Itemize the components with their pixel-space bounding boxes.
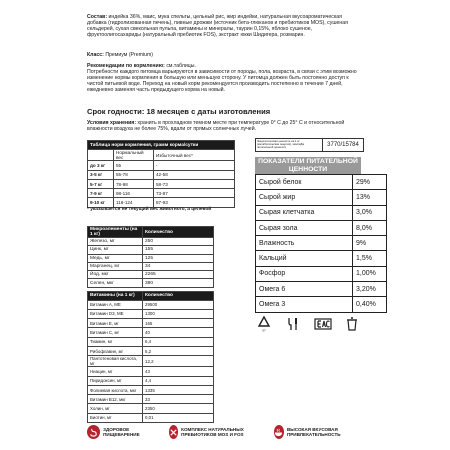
micro-qty: 380 <box>143 279 214 287</box>
feed-excess: 87-93 <box>154 198 235 207</box>
nutrient-name: Омега 6 <box>256 282 353 297</box>
table-row <box>88 198 235 207</box>
micro-col-qty: Количество <box>143 227 214 238</box>
table-row <box>88 170 235 179</box>
feed-table-corner <box>88 150 114 161</box>
table-row <box>88 279 214 287</box>
microelements-table <box>87 226 214 288</box>
nutrient-name: Кальций <box>256 251 353 266</box>
table-row <box>88 356 214 367</box>
feed-normal: 116-124 <box>114 198 154 207</box>
micro-qty: 2265 <box>143 271 214 279</box>
vit-qty: 29500 <box>143 300 214 309</box>
micro-name: Железо, мг <box>88 238 143 246</box>
micro-col-name: Микроэлементы (на 1 кг) <box>88 227 143 238</box>
table-row <box>88 328 214 337</box>
vit-name: Ниацин, мг <box>88 367 143 376</box>
badge-text: КОМПЛЕКС НАТУРАЛЬНЫХ ПРЕБИОТИКОВ MOS И FOS <box>181 426 244 437</box>
table-row <box>88 238 214 246</box>
class-label: Класс: <box>87 52 104 58</box>
badge-text: ЗДОРОВОЕ ПИЩЕВАРЕНИЕ <box>103 426 140 437</box>
svg-text:07: 07 <box>262 328 266 333</box>
feed-normal: 55-78 <box>114 170 154 179</box>
vit-name: Биотин, мг <box>88 413 143 422</box>
recycle-icon <box>255 315 273 333</box>
feed-table-title: Таблица норм кормления, грамм корма/сутки <box>88 141 235 150</box>
feeding-label: Рекомендации по кормлению: <box>87 63 165 69</box>
vit-name: Витамин А, МЕ <box>88 300 143 309</box>
badge-digestion <box>87 425 163 439</box>
energy-box <box>255 138 364 152</box>
micro-name: Цинк, мг <box>88 246 143 254</box>
feed-normal: 78-98 <box>114 179 154 188</box>
feed-excess: 58-73 <box>154 179 235 188</box>
nutrition-table <box>255 174 387 313</box>
storage-label: Условия хранения: <box>87 120 137 126</box>
table-row <box>256 266 387 281</box>
nutrient-value: 0,40% <box>353 297 387 312</box>
table-row <box>88 179 235 188</box>
feed-norms-table <box>87 140 235 208</box>
table-row <box>88 161 235 170</box>
badge-taste <box>274 425 362 439</box>
nutrient-value: 13% <box>353 190 387 205</box>
composition-block <box>87 14 359 38</box>
feed-col-normal: Нормальный вес <box>114 150 154 161</box>
eac-mark-icon <box>314 315 332 333</box>
nutrient-name: Сырая зола <box>256 220 353 235</box>
vit-qty: 12,2 <box>143 356 214 367</box>
feeding-text: Потребности каждого питомца варьируются в зависимости от породы, пола, возраста, в связи с этим возможно изменение нормы кормления в большую или меньшую сторону. У питомца должен быть постоянно доступ к чистой питьевой воде. Переход на новый корм рекомендуется производить постепенно в течение 7 дней, ежедневно заменяя часть предыдущего корма на новый. <box>87 69 357 93</box>
class-block <box>87 52 359 58</box>
vit-qty: 5,2 <box>143 346 214 355</box>
vit-name: Тиамин, мг <box>88 337 143 346</box>
nutrient-name: Сырая клетчатка <box>256 205 353 220</box>
table-row <box>256 175 387 190</box>
energy-value: 3770/15784 <box>327 142 359 148</box>
table-row <box>256 236 387 251</box>
table-row <box>88 309 214 318</box>
table-row <box>256 220 387 235</box>
table-row <box>88 367 214 376</box>
vit-name: Витамин С, мг <box>88 328 143 337</box>
feeding-block <box>87 63 359 93</box>
badge-text: ВЫСОКАЯ ВКУСОВАЯ ПРИВЛЕКАТЕЛЬНОСТЬ <box>286 426 341 437</box>
table-row <box>88 300 214 309</box>
micro-name: Медь, мг <box>88 254 143 262</box>
vit-name: Рибофлавин, мг <box>88 346 143 355</box>
vit-name: Фолиевая кислота, мкг <box>88 385 143 394</box>
feed-weight: до 3 кг <box>88 161 114 170</box>
nutrient-value: 29% <box>353 175 387 190</box>
micro-name: Йод, мкг <box>88 271 143 279</box>
vit-name: Холин, мг <box>88 404 143 413</box>
vit-qty: 33 <box>143 395 214 404</box>
nutrient-name: Омега 3 <box>256 297 353 312</box>
vit-qty: 6,4 <box>143 337 214 346</box>
micro-qty: 125 <box>143 254 214 262</box>
vit-name: Пиридоксин, мг <box>88 376 143 385</box>
vitamins-table <box>87 291 214 423</box>
table-row <box>88 346 214 355</box>
glass-fork-icon <box>284 315 302 333</box>
nutrient-value: 3,20% <box>353 282 387 297</box>
micro-qty: 34 <box>143 262 214 270</box>
table-row <box>88 395 214 404</box>
cross-tools-icon <box>169 425 179 439</box>
table-row <box>88 254 214 262</box>
energy-text: Энергетическая ценность на 1 кг (метаболическая энергия), ккал/кДж питательной ценности <box>256 139 323 151</box>
table-row <box>256 205 387 220</box>
stomach-icon <box>87 425 100 439</box>
vit-name: Витамин D3, МЕ <box>88 309 143 318</box>
symbols-row <box>255 312 361 336</box>
vit-qty: 43 <box>143 367 214 376</box>
vit-qty: 1300 <box>143 309 214 318</box>
vit-qty: 2350 <box>143 404 214 413</box>
nutrient-name: Сырой жир <box>256 190 353 205</box>
micro-qty: 250 <box>143 238 214 246</box>
storage-text: хранить в прохладном темном месте при температуре 0° С до 25° С и относительной влажности воздуха не более 75%, вдали от прямых солнечных лучей. <box>87 120 345 132</box>
nutrient-value: 9% <box>353 236 387 251</box>
feed-excess: - <box>154 161 235 170</box>
table-row <box>256 190 387 205</box>
vit-qty: 4,4 <box>143 376 214 385</box>
nutrient-value: 1,00% <box>353 266 387 281</box>
nutrient-name: Сырой белок <box>256 175 353 190</box>
table-row <box>88 262 214 270</box>
vit-col-qty: Количество <box>143 292 214 301</box>
micro-name: Марганец, мг <box>88 262 143 270</box>
bowl-icon <box>274 425 284 439</box>
feed-weight: 9-10 кг <box>88 198 114 207</box>
vit-qty: 0,01 <box>143 413 214 422</box>
table-row <box>88 271 214 279</box>
table-row <box>88 376 214 385</box>
table-row <box>88 246 214 254</box>
feed-footnote: * указывается не текущий вес животного, а целевой <box>87 207 212 212</box>
badge-prebiotics <box>169 425 269 439</box>
table-row <box>256 251 387 266</box>
vit-qty: 40 <box>143 328 214 337</box>
class-value: Премиум (Premium) <box>105 52 154 58</box>
feed-weight: 7-9 кг <box>88 189 114 198</box>
vit-name: Пантотеновая кислота, мг <box>88 356 143 367</box>
table-row <box>88 337 214 346</box>
table-row <box>256 282 387 297</box>
vit-name: Витамин Е, мг <box>88 319 143 328</box>
table-row <box>88 189 235 198</box>
feed-weight: 5-7 кг <box>88 179 114 188</box>
feed-excess: 73-87 <box>154 189 235 198</box>
table-row <box>88 319 214 328</box>
vit-name: Витамин В12, мкг <box>88 395 143 404</box>
vit-qty: 165 <box>143 319 214 328</box>
feed-normal: 98-116 <box>114 189 154 198</box>
feeding-value: см.таблицы. <box>166 63 196 69</box>
nutrient-name: Влажность <box>256 236 353 251</box>
composition-text: индейка 36%, маис, мука спельты, цельный рис, жир индейки, натуральная вкусоароматическая добавка (гидролизованная печень), пивные дрожжи (источник бета-глюканов и пребиотиков MOS), сушеная сельдерей, сухая свекольная пульпа, витамины и минералы, таурин 0,15%, яблоко сушеное, фруктоолигосахариды (натуральный пребиотик FOS), экстракт юкки Шидигера, розмарин. <box>87 14 348 38</box>
table-row <box>88 385 214 394</box>
table-row <box>256 297 387 312</box>
nutrient-value: 3,0% <box>353 205 387 220</box>
nutrient-value: 8,0% <box>353 220 387 235</box>
feed-weight: 3-5 кг <box>88 170 114 179</box>
storage-block <box>87 120 359 132</box>
micro-qty: 155 <box>143 246 214 254</box>
table-row <box>88 404 214 413</box>
feed-col-excess: Избыточный вес* <box>154 150 235 161</box>
shelf-life-heading: Срок годности: 18 месяцев с даты изготовления <box>87 107 271 116</box>
feed-normal: 55 <box>114 161 154 170</box>
vit-col-name: Витамины (на 1 кг) <box>88 292 143 301</box>
nutrient-name: Фосфор <box>256 266 353 281</box>
nutrient-value: 1,5% <box>353 251 387 266</box>
nutrition-title: ПОКАЗАТЕЛИ ПИТАТЕЛЬНОЙ ЦЕННОСТИ <box>255 157 361 174</box>
composition-label: Состав: <box>87 14 108 20</box>
trash-bin-icon <box>343 315 361 333</box>
badges-row <box>87 422 362 442</box>
vit-qty: 1335 <box>143 385 214 394</box>
feed-excess: 42-58 <box>154 170 235 179</box>
micro-name: Селен, мкг <box>88 279 143 287</box>
